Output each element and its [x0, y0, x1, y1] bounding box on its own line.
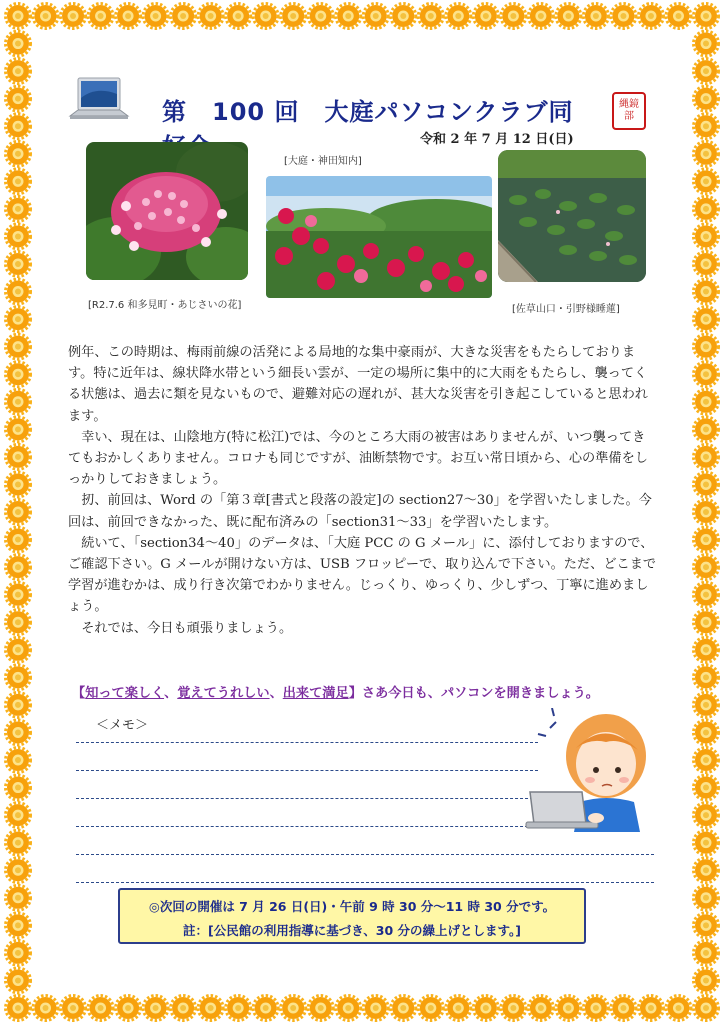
sunflower-icon	[694, 610, 719, 635]
sunflower-icon	[6, 417, 31, 442]
sunflower-icon	[694, 500, 719, 525]
sunflower-icon	[694, 279, 719, 304]
sunflower-icon	[694, 775, 719, 800]
sunflower-icon	[6, 637, 31, 662]
sunflower-icon	[694, 417, 719, 442]
sunflower-icon	[694, 692, 719, 717]
paragraph-5: それでは、今日も頑張りましょう。	[81, 620, 293, 636]
sunflower-icon	[6, 31, 31, 56]
sunflower-icon	[418, 4, 443, 29]
notice-line-1: ◎次回の開催は 7 月 26 日(日)・午前 9 時 30 分～11 時 30 分です。	[148, 899, 556, 914]
memo-line	[76, 882, 654, 883]
page-title: 第 100 回 大庭パソコンクラブ同	[162, 98, 574, 126]
sunflower-icon	[556, 4, 581, 29]
laptop-icon	[66, 76, 132, 136]
sunflower-icon	[694, 4, 719, 29]
sunflower-icon	[253, 996, 278, 1021]
sunflower-icon	[694, 224, 719, 249]
sunflower-icon	[116, 4, 141, 29]
sunflower-icon	[6, 141, 31, 166]
sunflower-icon	[638, 996, 663, 1021]
sunflower-icon	[694, 830, 719, 855]
sunflower-icon	[694, 996, 719, 1021]
photo-water-lily-pond	[498, 150, 646, 282]
paragraph-1: 例年、この時期は、梅雨前線の活発による局地的な集中豪雨が、大きな災害をもたらしております。特に近年は、線状降水帯という細長い雲が、一定の場所に集中的に大雨をもたらし、襲ってくる状態は、過去に類を見ないもので、避難対応の遅れが、甚大な災害を引き起こしていると思われます。	[68, 345, 648, 424]
photo-caption-right: [佐草山口・引野様睡蓮]	[512, 304, 620, 315]
sunflower-icon	[694, 59, 719, 84]
sunflower-icon	[694, 31, 719, 56]
sunflower-icon	[391, 996, 416, 1021]
sunflower-icon	[638, 4, 663, 29]
sunflower-icon	[61, 4, 86, 29]
sunflower-icon	[281, 4, 306, 29]
sunflower-icon	[198, 4, 223, 29]
sunflower-icon	[501, 996, 526, 1021]
paragraph-4: 続いて、「section34～40」のデータは、「大庭 PCC の G メール」に、添付しておりますので、ご確認下さい。G メールが開けない方は、USB フロッピーで、取り込んで下さい。ただ、どこまで学習が進むかは、成り行き次第でわかりません。じっくり、ゆっくり、少しずつ、丁寧に進めましょう。	[68, 535, 657, 615]
sunflower-icon	[694, 968, 719, 993]
sunflower-icon	[694, 252, 719, 277]
sunflower-icon	[6, 858, 31, 883]
sunflower-icon	[694, 86, 719, 111]
slogan-tail: さあ今日も、パソコンを開きましょう。	[361, 686, 599, 701]
sunflower-icon	[88, 4, 113, 29]
sunflower-icon	[694, 169, 719, 194]
memo-line	[76, 742, 538, 743]
sunflower-icon	[694, 555, 719, 580]
sunflower-icon	[446, 4, 471, 29]
seal-text: 縄鏡 部	[619, 99, 649, 122]
sunflower-icon	[6, 86, 31, 111]
sunflower-icon	[694, 637, 719, 662]
sunflower-icon	[6, 500, 31, 525]
sunflower-icon	[694, 858, 719, 883]
slogan-part-1: 知って楽しく	[85, 686, 165, 701]
sunflower-icon	[6, 748, 31, 773]
paragraph-3: 扨、前回は、Word の「第３章[書式と段落の設定]の section27～30」を学習いたしました。今回は、前回できなかった、既に配布済みの「section31～33」を学習いたします。	[68, 493, 652, 530]
sunflower-icon	[694, 527, 719, 552]
sunflower-icon	[6, 114, 31, 139]
sunflower-icon	[308, 996, 333, 1021]
sunflower-icon	[336, 996, 361, 1021]
sunflower-icon	[88, 996, 113, 1021]
sunflower-icon	[473, 4, 498, 29]
sunflower-icon	[556, 996, 581, 1021]
sunflower-icon	[694, 885, 719, 910]
sunflower-icon	[6, 913, 31, 938]
memo-label: ＜メモ＞	[96, 718, 149, 733]
sunflower-icon	[33, 996, 58, 1021]
sunflower-icon	[694, 362, 719, 387]
meeting-date: 令和 2 年 7 月 12 日(日)	[420, 132, 574, 147]
sunflower-icon	[694, 720, 719, 745]
memo-line	[76, 770, 538, 771]
sunflower-icon	[446, 996, 471, 1021]
sunflower-icon	[6, 555, 31, 580]
sunflower-icon	[694, 940, 719, 965]
slogan	[72, 682, 662, 701]
photo-pink-flower	[86, 142, 248, 280]
sunflower-icon	[6, 968, 31, 993]
sunflower-icon	[6, 803, 31, 828]
sunflower-icon	[6, 775, 31, 800]
sunflower-icon	[694, 913, 719, 938]
sunflower-icon	[694, 665, 719, 690]
slogan-sep-2: 、	[269, 686, 283, 701]
memo-line	[76, 854, 654, 855]
sunflower-icon	[253, 4, 278, 29]
sunflower-icon	[198, 996, 223, 1021]
sunflower-icon	[694, 141, 719, 166]
sunflower-icon	[666, 4, 691, 29]
next-meeting-notice	[118, 888, 586, 944]
sunflower-icon	[501, 4, 526, 29]
sunflower-icon	[666, 996, 691, 1021]
sunflower-icon	[226, 4, 251, 29]
sunflower-icon	[6, 692, 31, 717]
sunflower-icon	[6, 362, 31, 387]
sunflower-icon	[6, 472, 31, 497]
sunflower-icon	[6, 996, 31, 1021]
sunflower-icon	[694, 582, 719, 607]
sunflower-icon	[6, 59, 31, 84]
sunflower-icon	[694, 472, 719, 497]
sunflower-icon	[308, 4, 333, 29]
sunflower-icon	[611, 996, 636, 1021]
sunflower-icon	[583, 996, 608, 1021]
sunflower-icon	[694, 748, 719, 773]
sunflower-icon	[61, 996, 86, 1021]
sunflower-icon	[694, 389, 719, 414]
seal-stamp	[612, 92, 649, 130]
photo-caption-left: [R2.7.6 和多見町・あじさいの花]	[88, 300, 242, 311]
sunflower-icon	[6, 224, 31, 249]
sunflower-icon	[116, 996, 141, 1021]
slogan-part-3: 出来て満足	[282, 686, 349, 701]
sunflower-icon	[143, 996, 168, 1021]
sunflower-icon	[473, 996, 498, 1021]
sunflower-icon	[694, 114, 719, 139]
sunflower-icon	[336, 4, 361, 29]
sunflower-icon	[33, 4, 58, 29]
slogan-close: 】	[348, 686, 362, 701]
sunflower-icon	[6, 334, 31, 359]
sunflower-icon	[6, 610, 31, 635]
sunflower-icon	[226, 996, 251, 1021]
slogan-open: 【	[72, 686, 86, 701]
sunflower-icon	[694, 334, 719, 359]
sunflower-icon	[6, 444, 31, 469]
sunflower-icon	[391, 4, 416, 29]
sunflower-icon	[171, 996, 196, 1021]
sunflower-icon	[6, 279, 31, 304]
sunflower-icon	[694, 444, 719, 469]
sunflower-icon	[6, 169, 31, 194]
body-text	[68, 342, 658, 639]
sunflower-icon	[611, 4, 636, 29]
photo-caption-center: [大庭・神田知内]	[284, 156, 362, 167]
sunflower-icon	[6, 4, 31, 29]
sunflower-icon	[583, 4, 608, 29]
sunflower-icon	[171, 4, 196, 29]
sunflower-icon	[6, 527, 31, 552]
memo-line	[76, 826, 538, 827]
photo-hollyhock-garden	[266, 176, 492, 298]
sunflower-icon	[6, 307, 31, 332]
sunflower-icon	[6, 196, 31, 221]
sunflower-icon	[694, 196, 719, 221]
sunflower-icon	[6, 582, 31, 607]
sunflower-icon	[528, 996, 553, 1021]
sunflower-icon	[6, 389, 31, 414]
sunflower-icon	[528, 4, 553, 29]
notice-line-2: 註：[公民館の利用指導に基づき、30 分の繰上げとします。]	[183, 923, 521, 938]
girl-at-laptop-illustration	[520, 708, 656, 832]
sunflower-icon	[6, 940, 31, 965]
paragraph-2: 幸い、現在は、山陰地方(特に松江)では、今のところ大雨の被害はありませんが、いつ襲ってきてもおかしくありません。コロナも同じですが、油断禁物です。お互い常日頃から、心の準備をしっかりしておきましょう。	[68, 429, 648, 488]
sunflower-icon	[418, 996, 443, 1021]
sunflower-icon	[6, 830, 31, 855]
sunflower-icon	[694, 307, 719, 332]
sunflower-icon	[363, 996, 388, 1021]
sunflower-icon	[143, 4, 168, 29]
sunflower-icon	[6, 252, 31, 277]
sunflower-icon	[694, 803, 719, 828]
sunflower-icon	[281, 996, 306, 1021]
sunflower-icon	[6, 885, 31, 910]
slogan-part-2: 覚えてうれしい	[177, 686, 270, 701]
sunflower-icon	[363, 4, 388, 29]
slogan-sep-1: 、	[164, 686, 178, 701]
sunflower-icon	[6, 720, 31, 745]
memo-line	[76, 798, 538, 799]
sunflower-icon	[6, 665, 31, 690]
